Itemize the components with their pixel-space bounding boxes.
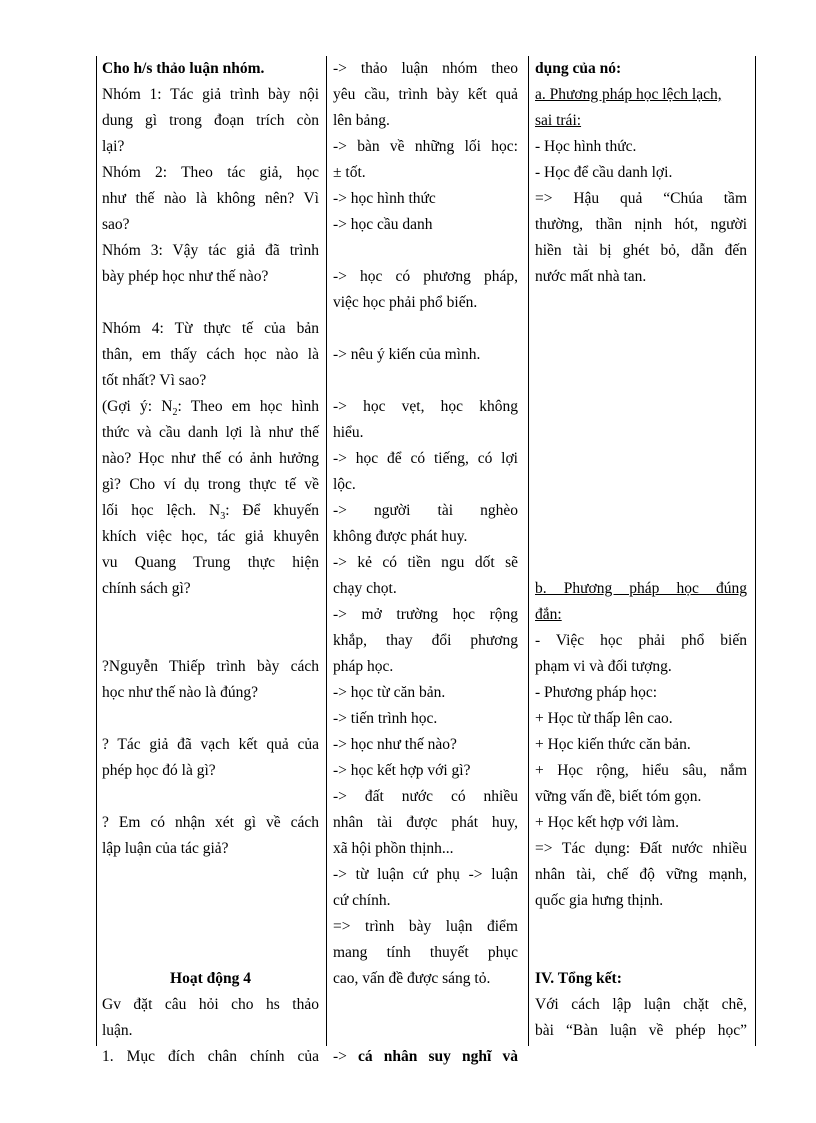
- text-line: khích việc học, tác giả khuyên: [102, 528, 319, 545]
- text-line: => Hậu quả “Chúa tầm: [535, 190, 747, 207]
- text-line: -> học hình thức: [333, 190, 436, 207]
- text-line: + Học từ thấp lên cao.: [535, 710, 673, 727]
- text-line: -> học để có tiếng, có lợi: [333, 450, 518, 467]
- text-line: Gv đặt câu hỏi cho hs thảo: [102, 996, 319, 1013]
- text-line: -> học cầu danh: [333, 216, 433, 233]
- text-fragment: : Để khuyến: [225, 502, 319, 519]
- text-line: => Tác dụng: Đất nước nhiều: [535, 840, 747, 857]
- text-line: Nhóm 3: Vậy tác giả đã trình: [102, 242, 319, 259]
- text-line: xã hội phồn thịnh...: [333, 840, 454, 857]
- text-line: lên bảng.: [333, 112, 390, 129]
- text-fragment: lối học lệch. N: [102, 502, 221, 519]
- table-border-divider-1: [326, 56, 327, 1046]
- text-line: Nhóm 4: Từ thực tế của bản: [102, 320, 319, 337]
- text-line: -> thảo luận nhóm theo: [333, 60, 518, 77]
- text-line: nước mất nhà tan.: [535, 268, 647, 285]
- subheading-b-cont: đắn:: [535, 606, 562, 623]
- text-line: -> học có phương pháp,: [333, 268, 518, 285]
- text-line: - Học hình thức.: [535, 138, 637, 155]
- text-line: yêu cầu, trình bày kết quả: [333, 86, 518, 103]
- text-line: ± tốt.: [333, 164, 366, 181]
- subscript: 2: [172, 407, 178, 419]
- text-line: -> học vẹt, học không: [333, 398, 518, 415]
- text-line: dung gì trong đoạn trích còn: [102, 112, 319, 129]
- subheading-a: a. Phương pháp học lệch lạch,: [535, 86, 722, 103]
- table-border-right: [755, 56, 756, 1046]
- text-line: [102, 394, 319, 420]
- text-line: -> người tài nghèo: [333, 502, 518, 519]
- text-line: chính sách gì?: [102, 580, 191, 597]
- text-line: hiền tài bị ghét bỏ, dẫn đến: [535, 242, 747, 259]
- text-line: nhân tài, chế độ vững mạnh,: [535, 866, 747, 883]
- text-line: -> học kết hợp với gì?: [333, 762, 471, 779]
- text-line: cao, vấn đề được sáng tỏ.: [333, 970, 491, 987]
- text-line: 1. Mục đích chân chính của: [102, 1048, 319, 1065]
- text-line: + Học kiến thức căn bản.: [535, 736, 691, 753]
- text-line: - Phương pháp học:: [535, 684, 658, 701]
- text-line: - Việc học phải phổ biến: [535, 632, 747, 649]
- text-line: quốc gia hưng thịnh.: [535, 892, 664, 909]
- text-line: lộc.: [333, 476, 356, 493]
- text-line: hiểu.: [333, 424, 364, 441]
- text-line: vững vấn đề, biết tóm gọn.: [535, 788, 702, 805]
- section-heading-summary: IV. Tổng kết:: [535, 970, 622, 987]
- text-line: -> kẻ có tiền ngu dốt sẽ: [333, 554, 518, 571]
- text-line: ?Nguyễn Thiếp trình bày cách: [102, 658, 319, 675]
- text-line: -> học từ căn bản.: [333, 684, 446, 701]
- text-line: luận.: [102, 1022, 133, 1039]
- text-line: bài “Bàn luận về phép học”: [535, 1022, 747, 1039]
- text-line: gì? Cho ví dụ trong thực tế về: [102, 476, 319, 493]
- text-line: thức và cầu danh lợi là như thế: [102, 424, 319, 441]
- text-line: nào? Học như thế có ảnh hưởng: [102, 450, 319, 467]
- text-line: dụng của nó:: [535, 60, 622, 77]
- text-line: => trình bày luận điểm: [333, 918, 518, 935]
- subheading-b: b. Phương pháp học đúng: [535, 580, 747, 597]
- text-line: ? Tác giả đã vạch kết quả của: [102, 736, 319, 753]
- text-line: sao?: [102, 216, 130, 233]
- text-fragment: ->: [333, 1048, 359, 1065]
- text-line: Cho h/s thảo luận nhóm.: [102, 60, 265, 77]
- text-fragment: (Gợi ý: N: [102, 398, 173, 415]
- text-line: lại?: [102, 138, 125, 155]
- text-fragment: : Theo em học hình: [177, 398, 320, 415]
- text-line: -> đất nước có nhiều: [333, 788, 518, 805]
- text-fragment-bold: cá nhân suy nghĩ và: [358, 1048, 518, 1065]
- text-line: thường, thần nịnh hót, người: [535, 216, 747, 233]
- text-line: -> tiến trình học.: [333, 710, 438, 727]
- text-line: nhân tài được phát huy,: [333, 814, 518, 831]
- text-line: bày phép học như thế nào?: [102, 268, 269, 285]
- text-line: học như thế nào là đúng?: [102, 684, 259, 701]
- table-border-divider-2: [528, 56, 529, 1046]
- subheading-a-cont: sai trái:: [535, 112, 582, 129]
- text-line: -> từ luận cứ phụ -> luận: [333, 866, 518, 883]
- text-line: Nhóm 2: Theo tác giả, học: [102, 164, 319, 181]
- text-line: chạy chọt.: [333, 580, 397, 597]
- text-line: + Học rộng, hiểu sâu, nắm: [535, 762, 747, 779]
- text-line: Nhóm 1: Tác giả trình bày nội: [102, 86, 319, 103]
- text-line: lập luận của tác giả?: [102, 840, 229, 857]
- text-line: Với cách lập luận chặt chẽ,: [535, 996, 747, 1013]
- text-line: cứ chính.: [333, 892, 391, 909]
- text-line: phạm vi và đối tượng.: [535, 658, 672, 675]
- text-line: như thế nào là không nên? Vì: [102, 190, 319, 207]
- text-line: khắp, thay đổi phương: [333, 632, 518, 649]
- text-line: -> học như thế nào?: [333, 736, 457, 753]
- text-line: ? Em có nhận xét gì về cách: [102, 814, 319, 831]
- text-line: [333, 1044, 518, 1070]
- text-line: [102, 498, 319, 524]
- subscript: 3: [220, 511, 226, 523]
- text-line: thân, em thấy cách học nào là: [102, 346, 319, 363]
- text-line: phép học đó là gì?: [102, 762, 216, 779]
- table-border-left: [96, 56, 97, 1046]
- text-line: mang tính thuyết phục: [333, 944, 518, 961]
- text-line: + Học kết hợp với làm.: [535, 814, 679, 831]
- text-line: -> bàn về những lối học:: [333, 138, 518, 155]
- text-line: không được phát huy.: [333, 528, 468, 545]
- section-heading-activity-4: Hoạt động 4: [170, 970, 251, 987]
- text-line: -> mở trường học rộng: [333, 606, 518, 623]
- text-line: tốt nhất? Vì sao?: [102, 372, 207, 389]
- text-line: - Học để cầu danh lợi.: [535, 164, 673, 181]
- text-line: việc học phải phổ biến.: [333, 294, 478, 311]
- text-line: vu Quang Trung thực hiện: [102, 554, 319, 571]
- text-line: pháp học.: [333, 658, 394, 675]
- text-line: -> nêu ý kiến của mình.: [333, 346, 481, 363]
